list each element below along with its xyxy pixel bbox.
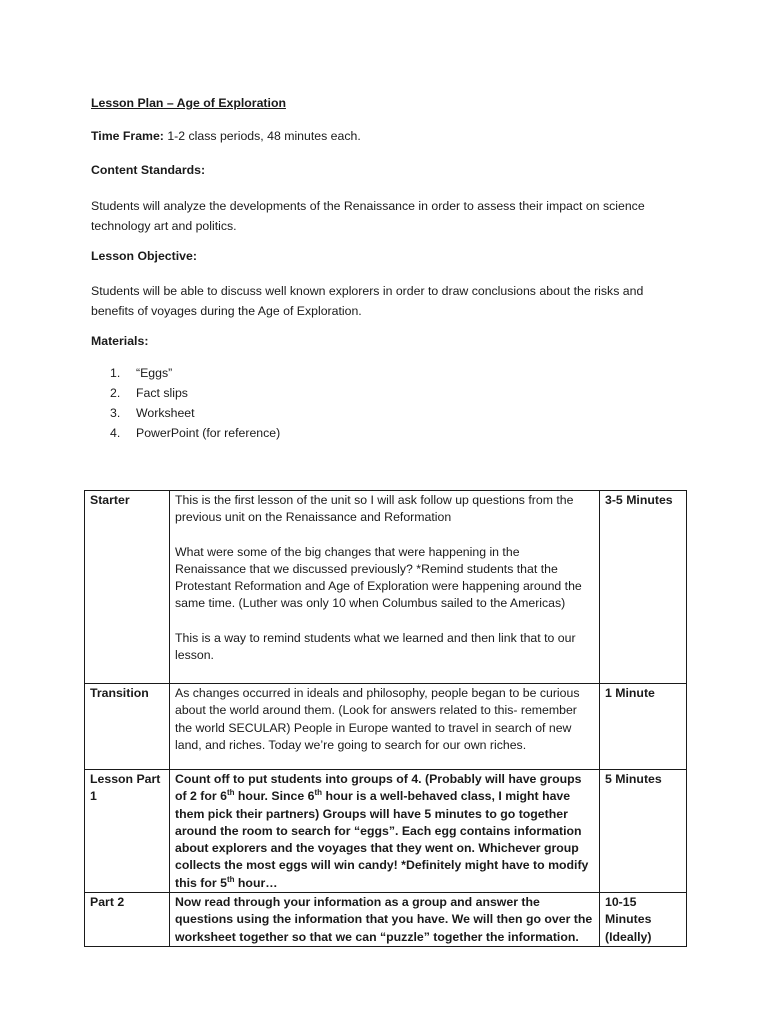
lesson-plan-table	[84, 490, 687, 947]
page-title: Lesson Plan – Age of Exploration	[91, 96, 286, 110]
time-frame-value: 1-2 class periods, 48 minutes each.	[163, 129, 361, 143]
lesson-objective-heading: Lesson Objective:	[91, 249, 197, 263]
materials-heading: Materials:	[91, 334, 149, 348]
table-cell-time: 5 Minutes	[600, 770, 687, 893]
lesson-objective-text: Students will be able to discuss well known explorers in order to draw conclusions about the risks and benefits of voyages during the Age of Exploration.	[91, 284, 644, 318]
table-cell-activity: Count off to put students into groups of 4. (Probably will have groups of 2 for 6th hour. Since 6th hour is a well-behaved class, I might have them pick their partners) Groups will have 5 minutes to go together around the room to search for “eggs”. Each egg contains information about explorers and the voyages that they went on. Whichever group collects the most eggs will win candy! *Definitely might have to modify this for 5th hour…	[170, 770, 600, 893]
table-row	[85, 893, 687, 947]
table-cell-part: Transition	[85, 684, 170, 770]
table-cell-part: Starter	[85, 491, 170, 684]
table-cell-activity: As changes occurred in ideals and philosophy, people began to be curious about the world around them. (Look for answers related to this- remember the world SECULAR) People in Europe wanted to travel in search of new land, and riches. Today we’re going to search for our own riches.	[170, 684, 600, 770]
table-cell-part: Part 2	[85, 893, 170, 947]
list-item: 2. Fact slips	[110, 386, 188, 400]
table-cell-activity: This is the first lesson of the unit so I will ask follow up questions from the previous unit on the Renaissance and Reformation What were some of the big changes that were happening in the Renaissance that we discussed previously? *Remind students that the Protestant Reformation and Age of Exploration were happening around the same time. (Luther was only 10 when Columbus sailed to the Americas) This is a way to remind students what we learned and then link that to our lesson.	[170, 491, 600, 684]
list-item: 1. “Eggs”	[110, 366, 173, 380]
table-cell-time: 1 Minute	[600, 684, 687, 770]
table-cell-activity: Now read through your information as a group and answer the questions using the information that you have. We will then go over the worksheet together so that we can “puzzle” together the information.	[170, 893, 600, 947]
content-standards-heading: Content Standards:	[91, 163, 206, 177]
table-cell-part: Lesson Part 1	[85, 770, 170, 893]
content-standards-text: Students will analyze the developments of the Renaissance in order to assess their impact on science technology art and politics.	[91, 199, 645, 233]
table-cell-time: 10-15 Minutes (Ideally)	[600, 893, 687, 947]
table-row	[85, 491, 687, 684]
materials-list	[91, 365, 280, 445]
list-item: 3. Worksheet	[110, 406, 195, 420]
list-item: 4. PowerPoint (for reference)	[110, 426, 281, 440]
table-cell-time: 3-5 Minutes	[600, 491, 687, 684]
time-frame	[91, 128, 361, 145]
table-row	[85, 684, 687, 770]
time-frame-label: Time Frame:	[91, 129, 164, 143]
table-row	[85, 770, 687, 893]
